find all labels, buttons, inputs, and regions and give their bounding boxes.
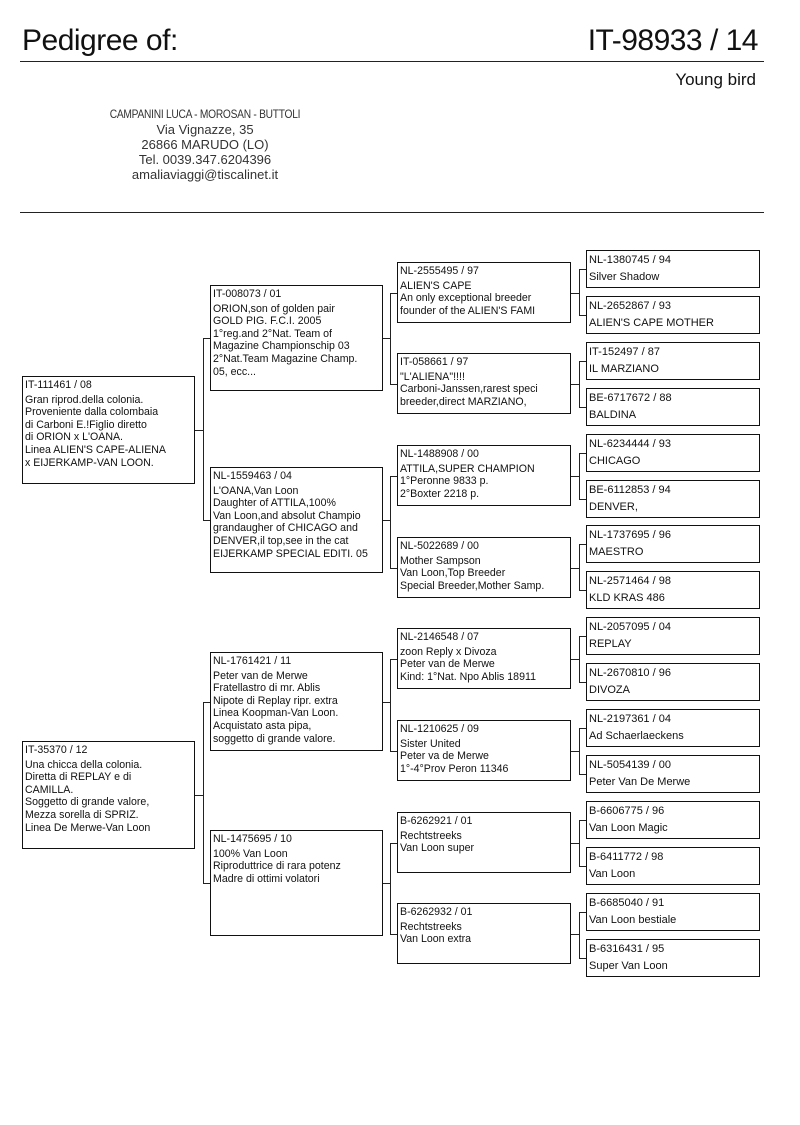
connector-bracket [390, 293, 391, 384]
bird-description-line: Magazine Championschip 03 [213, 340, 350, 353]
bird-description-line: x EIJERKAMP-VAN LOON. [25, 456, 154, 469]
bird-description-line: An only exceptional breeder [400, 292, 532, 305]
pedigree-box-gen3 [397, 353, 571, 414]
pedigree-box-gen2 [210, 830, 383, 936]
bird-ring-number: IT-35370 / 12 [25, 744, 88, 756]
bird-description-line: Super Van Loon [589, 959, 668, 972]
bird-description-line: REPLAY [589, 638, 632, 651]
connector-line [571, 751, 579, 752]
bird-description-line: EIJERKAMP SPECIAL EDITI. 05 [213, 547, 368, 560]
pedigree-box-gen3 [397, 445, 571, 506]
pedigree-box-gen3 [397, 537, 571, 598]
bird-description-line: Madre di ottimi volatori [213, 872, 320, 885]
connector-line [579, 820, 586, 821]
connector-line [579, 728, 586, 729]
bird-description-line: soggetto di grande valore. [213, 732, 336, 745]
bird-description-line: Van Loon,Top Breeder [400, 567, 506, 580]
bird-ring-number: BE-6717672 / 88 [589, 391, 672, 404]
pedigree-box-gen4 [586, 434, 760, 472]
bird-description-line: GOLD PIG. F.C.I. 2005 [213, 315, 322, 328]
connector-line [579, 315, 586, 316]
bird-description-line: 1°-4°Prov Peron 11346 [400, 762, 509, 775]
bird-description-line: 1°reg.and 2°Nat. Team of [213, 327, 332, 340]
connector-bracket [390, 843, 391, 934]
bird-description-line: Peter va de Merwe [400, 750, 489, 763]
connector-line [195, 795, 203, 796]
bird-description-line: ORION,son of golden pair [213, 302, 335, 315]
connector-line [579, 912, 586, 913]
pedigree-box-gen4 [586, 663, 760, 701]
bird-description-line: Linea De Merwe-Van Loon [25, 821, 151, 834]
pedigree-box-gen3 [397, 628, 571, 689]
pedigree-box-gen4 [586, 755, 760, 793]
pedigree-box-gen2 [210, 467, 383, 573]
bird-description-line: Van Loon super [400, 842, 475, 855]
bird-description-line: Kind: 1°Nat. Npo Ablis 18911 [400, 670, 536, 683]
bird-description-line: Gran riprod.della colonia. [25, 393, 144, 406]
bird-description-line: di ORION x L'OANA. [25, 431, 123, 444]
owner-block [80, 107, 330, 182]
pedigree-box-gen4 [586, 388, 760, 426]
connector-line [571, 384, 579, 385]
pedigree-box-gen4 [586, 893, 760, 931]
bird-description-line: CAMILLA. [25, 783, 74, 796]
connector-line [579, 499, 586, 500]
bird-description-line: "L'ALIENA"!!!! [400, 370, 465, 383]
bird-ring-number: IT-008073 / 01 [213, 288, 282, 300]
bird-ring-number: IT-058661 / 97 [400, 356, 469, 368]
bird-ring-number: NL-1488908 / 00 [400, 448, 479, 460]
bird-description-line: 1°Peronne 9833 p. [400, 475, 489, 488]
connector-bracket [203, 702, 204, 884]
bird-description-line: DIVOZA [589, 684, 630, 697]
bird-description-line: Nipote di Replay ripr. extra [213, 694, 338, 707]
bird-ring-number: NL-2146548 / 07 [400, 631, 479, 643]
bird-ring-number: NL-1737695 / 96 [589, 529, 671, 542]
connector-line [203, 338, 210, 339]
bird-ring-number: NL-1559463 / 04 [213, 470, 292, 482]
bird-description-line: Van Loon Magic [589, 821, 668, 834]
connector-line [579, 866, 586, 867]
owner-divider [20, 212, 764, 213]
bird-description-line: Peter van de Merwe [400, 658, 495, 671]
connector-line [571, 476, 579, 477]
connector-line [579, 269, 586, 270]
connector-bracket [579, 453, 580, 499]
bird-ring-number: IT-111461 / 08 [25, 379, 92, 391]
connector-line [579, 361, 586, 362]
connector-bracket [579, 361, 580, 407]
bird-ring-number: B-6316431 / 95 [589, 942, 665, 955]
bird-description-line: Acquistato asta pipa, [213, 719, 312, 732]
bird-ring-number: NL-2057095 / 04 [589, 621, 671, 634]
bird-description-line: Fratellastro di mr. Ablis [213, 682, 321, 695]
connector-line [390, 751, 397, 752]
bird-description-line: zoon Reply x Divoza [400, 645, 497, 658]
subject-ring-number: IT-98933 / 14 [587, 24, 758, 57]
pedigree-box-gen2 [210, 652, 383, 751]
bird-description-line: Diretta di REPLAY e di [25, 771, 132, 784]
connector-line [579, 407, 586, 408]
bird-ring-number: NL-5054139 / 00 [589, 758, 671, 771]
pedigree-box-gen3 [397, 812, 571, 873]
connector-line [390, 384, 397, 385]
pedigree-box-gen4 [586, 939, 760, 977]
pedigree-box-gen1 [22, 741, 195, 849]
connector-line [203, 520, 210, 521]
pedigree-box-gen4 [586, 847, 760, 885]
bird-description-line: BALDINA [589, 408, 637, 421]
connector-line [571, 568, 579, 569]
bird-ring-number: NL-1380745 / 94 [589, 254, 671, 266]
connector-line [571, 934, 579, 935]
bird-description-line: Rechtstreeks [400, 829, 462, 842]
bird-ring-number: IT-152497 / 87 [589, 345, 660, 358]
connector-line [571, 843, 579, 844]
bird-description-line: CHICAGO [589, 454, 641, 467]
connector-line [571, 659, 579, 660]
bird-description-line: Silver Shadow [589, 271, 660, 283]
connector-bracket [390, 659, 391, 751]
owner-city: 26866 MARUDO (LO) [141, 137, 269, 152]
bird-description-line: MAESTRO [589, 546, 644, 559]
page-title: Pedigree of: [22, 24, 178, 57]
owner-phone: Tel. 0039.347.6204396 [138, 152, 272, 167]
connector-bracket [579, 636, 580, 682]
pedigree-box-gen4 [586, 571, 760, 609]
bird-ring-number: NL-2555495 / 97 [400, 265, 479, 277]
bird-ring-number: NL-2670810 / 96 [589, 667, 671, 680]
bird-description-line: Linea Koopman-Van Loon. [213, 707, 339, 720]
connector-line [579, 636, 586, 637]
bird-ring-number: B-6411772 / 98 [589, 850, 664, 863]
bird-description-line: Van Loon extra [400, 933, 472, 946]
connector-bracket [579, 269, 580, 315]
bird-description-line: ATTILA,SUPER CHAMPION [400, 462, 535, 475]
connector-line [390, 568, 397, 569]
bird-description-line: Sister United [400, 737, 461, 750]
pedigree-box-gen4 [586, 709, 760, 747]
bird-description-line: KLD KRAS 486 [589, 592, 665, 605]
bird-description-line: Peter van de Merwe [213, 669, 308, 682]
bird-description-line: 2°Boxter 2218 p. [400, 487, 480, 500]
connector-line [390, 934, 397, 935]
connector-bracket [390, 476, 391, 568]
bird-ring-number: NL-1761421 / 11 [213, 655, 292, 667]
bird-description-line: Mother Sampson [400, 554, 481, 567]
connector-line [390, 476, 397, 477]
connector-line [390, 659, 397, 660]
pedigree-box-gen3 [397, 903, 571, 964]
age-class: Young bird [675, 70, 756, 89]
bird-ring-number: BE-6112853 / 94 [589, 483, 671, 496]
bird-description-line: Van Loon bestiale [589, 913, 677, 926]
connector-line [390, 293, 397, 294]
bird-description-line: Special Breeder,Mother Samp. [400, 579, 545, 592]
pedigree-box-gen3 [397, 262, 571, 323]
bird-description-line: Peter Van De Merwe [589, 775, 691, 788]
bird-description-line: DENVER, [589, 500, 638, 513]
connector-line [390, 843, 397, 844]
bird-ring-number: NL-5022689 / 00 [400, 540, 479, 552]
bird-description-line: di Carboni E.!Figlio diretto [25, 418, 147, 431]
bird-description-line: breeder,direct MARZIANO, [400, 395, 527, 408]
connector-line [383, 702, 390, 703]
bird-description-line: ALIEN'S CAPE [400, 279, 472, 292]
bird-description-line: Mezza sorella di SPRIZ. [25, 808, 139, 821]
bird-description-line: Daughter of ATTILA,100% [213, 497, 336, 510]
bird-description-line: DENVER,il top,see in the cat [213, 534, 349, 547]
bird-ring-number: NL-6234444 / 93 [589, 437, 671, 450]
owner-address: Via Vignazze, 35 [156, 122, 254, 137]
bird-description-line: ALIEN'S CAPE MOTHER [589, 316, 714, 329]
header-divider [20, 61, 764, 62]
bird-ring-number: B-6262932 / 01 [400, 906, 473, 918]
pedigree-box-gen4 [586, 480, 760, 518]
bird-ring-number: B-6606775 / 96 [589, 804, 665, 817]
pedigree-box-gen4 [586, 250, 760, 288]
bird-description-line: Carboni-Janssen,rarest speci [400, 383, 538, 396]
pedigree-box-gen4 [586, 525, 760, 563]
bird-description-line: Ad Schaerlaeckens [589, 730, 684, 742]
connector-line [383, 883, 390, 884]
pedigree-box-gen3 [397, 720, 571, 781]
bird-description-line: Soggetto di grande valore, [25, 796, 150, 809]
owner-email[interactable]: amaliaviaggi@tiscalinet.it [131, 167, 279, 182]
bird-ring-number: B-6685040 / 91 [589, 896, 665, 909]
bird-description-line: Linea ALIEN'S CAPE-ALIENA [25, 443, 166, 456]
connector-line [195, 430, 203, 431]
bird-description-line: Van Loon,and absolut Champio [213, 509, 361, 522]
bird-description-line: IL MARZIANO [589, 362, 659, 375]
pedigree-box-gen4 [586, 801, 760, 839]
connector-bracket [579, 544, 580, 590]
bird-ring-number: NL-1210625 / 09 [400, 723, 479, 735]
connector-bracket [579, 820, 580, 866]
connector-line [383, 520, 390, 521]
bird-description-line: Una chicca della colonia. [25, 758, 143, 771]
bird-description-line: 2°Nat.Team Magazine Champ. [213, 352, 358, 365]
pedigree-box-gen1 [22, 376, 195, 484]
bird-ring-number: NL-1475695 / 10 [213, 833, 292, 845]
connector-bracket [579, 912, 580, 958]
bird-ring-number: NL-2197361 / 04 [589, 713, 671, 725]
pedigree-box-gen2 [210, 285, 383, 391]
pedigree-box-gen4 [586, 617, 760, 655]
pedigree-box-gen4 [586, 342, 760, 380]
bird-description-line: L'OANA,Van Loon [213, 484, 299, 497]
bird-description-line: Rechtstreeks [400, 920, 462, 933]
connector-line [579, 774, 586, 775]
bird-description-line: Proveniente dalla colombaia [25, 406, 159, 419]
connector-bracket [203, 338, 204, 520]
connector-line [579, 682, 586, 683]
bird-ring-number: NL-2652867 / 93 [589, 299, 671, 312]
connector-line [383, 338, 390, 339]
pedigree-box-gen4 [586, 296, 760, 334]
bird-ring-number: B-6262921 / 01 [400, 815, 473, 827]
connector-line [579, 453, 586, 454]
bird-description-line: grandaugher of CHICAGO and [213, 522, 358, 535]
bird-description-line: Van Loon [589, 867, 636, 880]
bird-description-line: founder of the ALIEN'S FAMI [400, 304, 536, 317]
connector-bracket [579, 728, 580, 774]
connector-line [579, 544, 586, 545]
connector-line [203, 702, 210, 703]
connector-line [579, 958, 586, 959]
owner-name: CAMPANINI LUCA - MOROSAN - BUTTOLI [109, 107, 301, 121]
bird-description-line: Riproduttrice di rara potenz [213, 860, 341, 873]
bird-ring-number: NL-2571464 / 98 [589, 575, 671, 588]
connector-line [203, 883, 210, 884]
bird-description-line: 100% Van Loon [213, 847, 288, 860]
connector-line [579, 590, 586, 591]
connector-line [571, 293, 579, 294]
bird-description-line: 05, ecc... [213, 365, 256, 378]
